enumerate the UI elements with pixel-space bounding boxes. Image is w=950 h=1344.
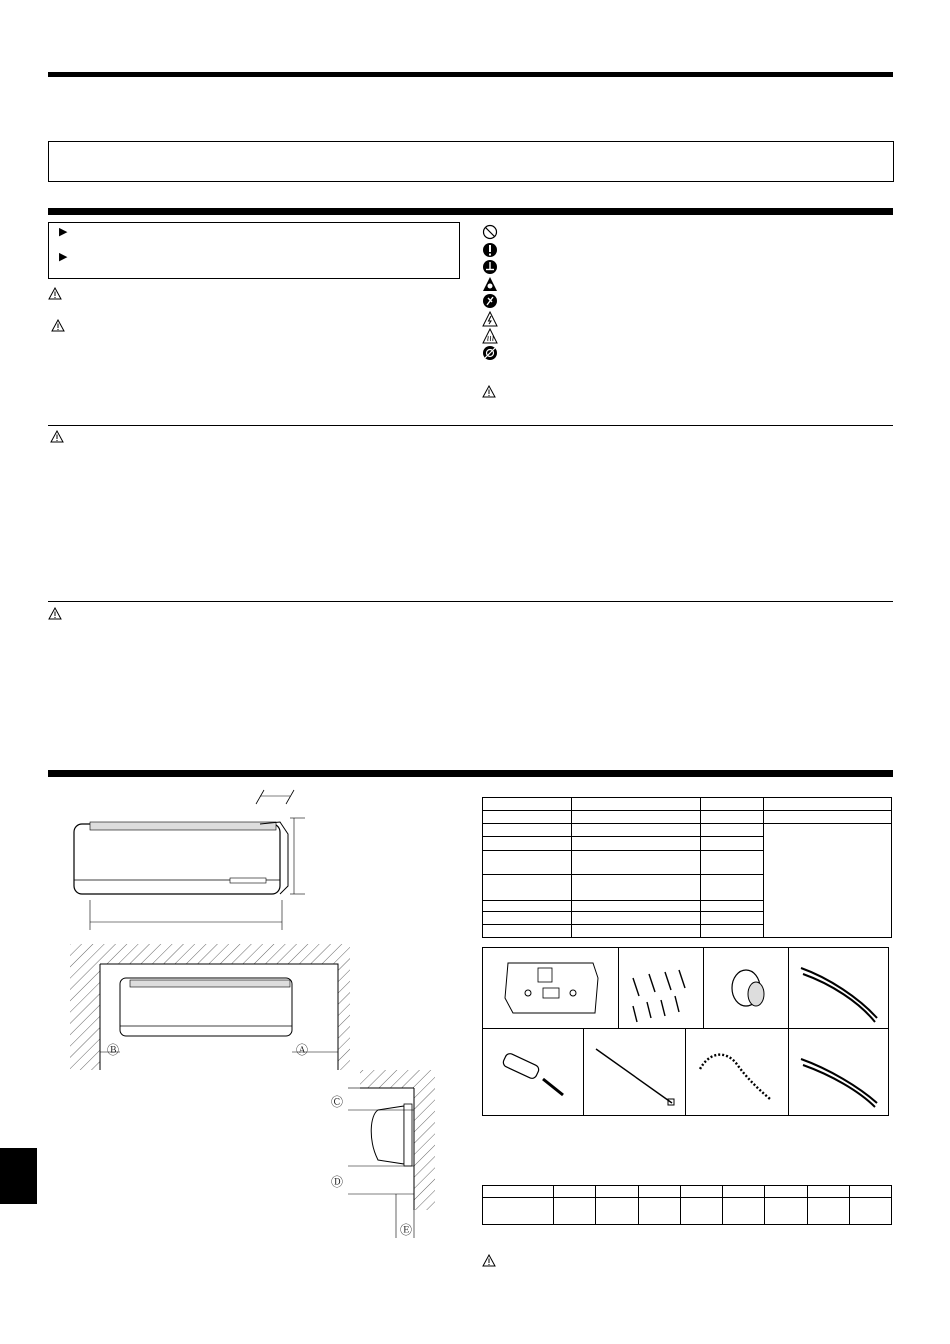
warning-triangle-icon xyxy=(482,385,496,398)
warning-triangle-icon xyxy=(482,1254,496,1267)
instruction-icon xyxy=(482,242,498,258)
notice-box xyxy=(48,222,460,279)
accessory-mounting-plate xyxy=(482,947,619,1029)
unit-dimension-drawing xyxy=(60,782,320,932)
title-rule xyxy=(48,72,893,77)
accessory-felt-tape xyxy=(703,947,789,1029)
warning-triangle-icon xyxy=(51,319,65,332)
label-e: Ⓔ xyxy=(400,1223,413,1237)
label-c: Ⓒ xyxy=(331,1095,344,1109)
accessory-cable xyxy=(788,947,889,1029)
electric-shock-icon xyxy=(482,311,498,327)
prohibited-icon xyxy=(482,224,498,240)
notice-bullet: ▶ xyxy=(59,251,68,263)
ground-icon xyxy=(482,259,498,275)
accessory-band xyxy=(583,1028,686,1116)
accessory-drain-hose xyxy=(482,1028,584,1116)
warning-divider xyxy=(48,425,893,426)
fire-caution-icon xyxy=(482,345,498,361)
warning-triangle-icon xyxy=(50,430,64,443)
language-side-tab xyxy=(0,1148,37,1204)
label-a: Ⓐ xyxy=(296,1043,309,1057)
label-d: Ⓓ xyxy=(331,1175,344,1189)
accessory-table xyxy=(482,797,892,938)
warning-triangle-icon xyxy=(48,607,62,620)
warning-triangle-icon xyxy=(48,287,62,300)
section-safety-rule xyxy=(48,208,893,215)
section-installation-rule xyxy=(48,770,893,777)
hot-surface-icon xyxy=(482,328,498,344)
notice-bullet: ▶ xyxy=(59,226,68,238)
intro-box xyxy=(48,141,894,182)
accessory-screws xyxy=(618,947,704,1029)
accessory-chain xyxy=(685,1028,789,1116)
accessory-cable-clip xyxy=(788,1028,889,1116)
side-clearance-drawing xyxy=(340,1070,440,1240)
no-touch-icon xyxy=(482,293,498,309)
pipe-table xyxy=(482,1185,892,1225)
caution-divider xyxy=(48,601,893,602)
hand-caution-icon xyxy=(482,276,498,292)
label-b: Ⓑ xyxy=(107,1043,120,1057)
